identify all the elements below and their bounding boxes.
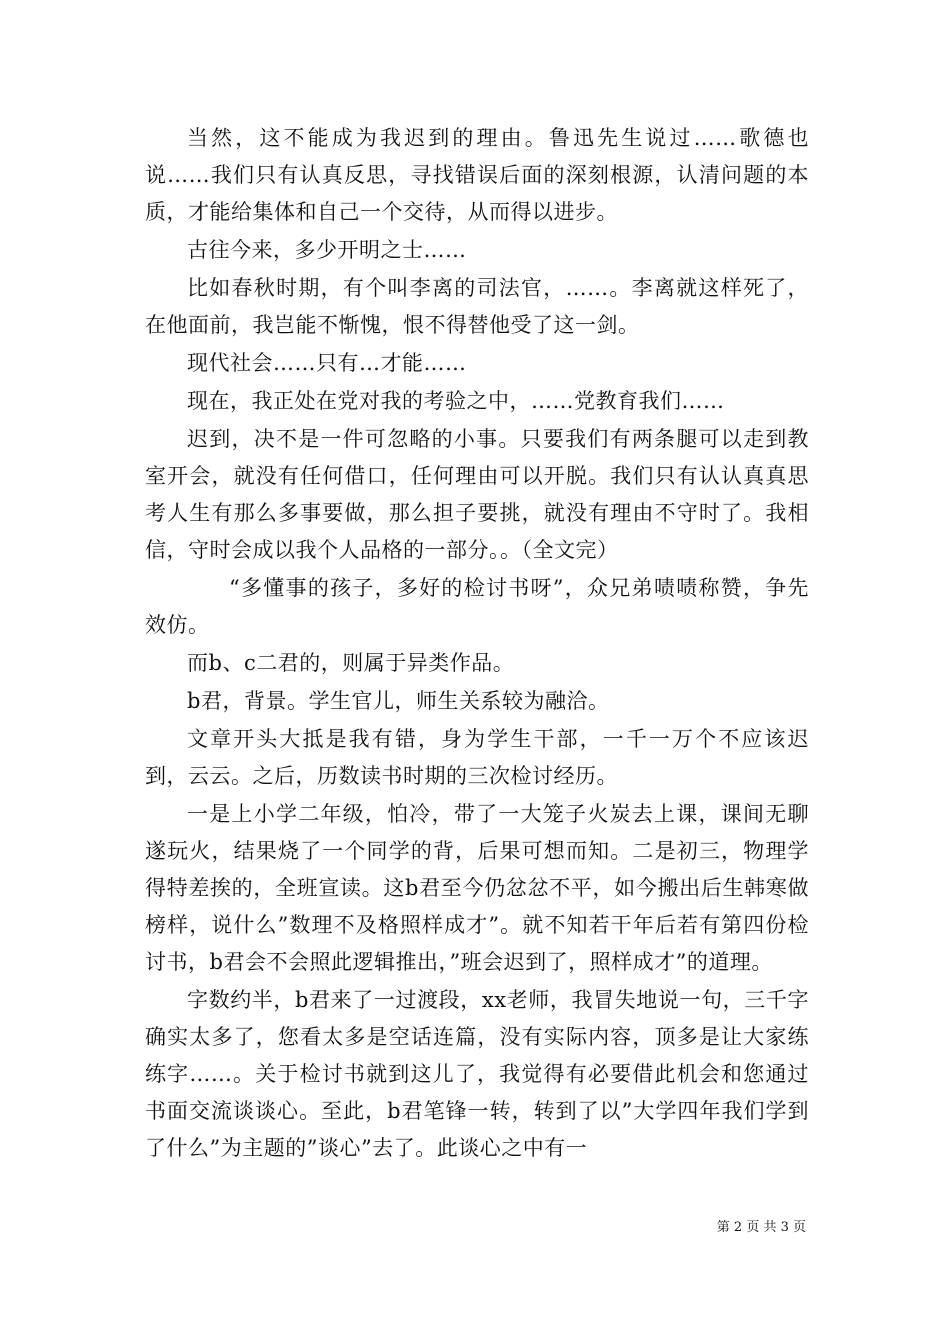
paragraph-1: 当然，这不能成为我迟到的理由。鲁迅先生说过……歌德也说……我们只有认真反思，寻找错误后面的深刻根源，认清问题的本质，才能给集体和自己一个交待，从而得以进步。 xyxy=(145,126,809,224)
paragraph-2: 古往今来，多少开明之士…… xyxy=(187,238,467,262)
paragraph-7: “多懂事的孩子，多好的检讨书呀”，众兄弟啧啧称赞，争先效仿。 xyxy=(145,576,809,637)
document-body xyxy=(145,120,809,1168)
paragraph-4: 现代社会……只有…才能…… xyxy=(187,351,467,375)
paragraph-3: 比如春秋时期，有个叫李离的司法官，……。李离就这样死了，在他面前，我岂能不惭愧，恨不得替他受了这一剑。 xyxy=(145,276,809,337)
paragraph-10: 文章开头大抵是我有错，身为学生干部，一千一万个不应该迟到，云云。之后，历数读书时期的三次检讨经历。 xyxy=(145,727,809,788)
page-footer: 第 2 页 共 3 页 xyxy=(716,1220,806,1235)
paragraph-6: 迟到，决不是一件可忽略的小事。只要我们有两条腿可以走到教室开会，就没有任何借口，任何理由可以开脱。我们只有认认真真思考人生有那么多事要做，那么担子要挑，就没有理由不守时了。我相信，守时会成以我个人品格的一部分。。（全文完） xyxy=(145,427,809,562)
paragraph-8: 而b、c二君的，则属于异类作品。 xyxy=(187,651,515,675)
paragraph-5: 现在，我正处在党对我的考验之中，……党教育我们…… xyxy=(187,389,725,413)
paragraph-12: 字数约半，b君来了一过渡段，xx老师，我冒失地说一句，三千字确实太多了，您看太多是空话连篇，没有实际内容，顶多是让大家练练字……。关于检讨书就到这儿了，我觉得有必要借此机会和您通过书面交流谈谈心。至此，b君笔锋一转，转到了以”大学四年我们学到了什么”为主题的”谈心”去了。此谈心之中有一 xyxy=(145,988,809,1160)
paragraph-11: 一是上小学二年级，怕冷，带了一大笼子火炭去上课，课间无聊遂玩火，结果烧了一个同学的背，后果可想而知。二是初三，物理学得特差挨的，全班宣读。这b君至今仍忿忿不平，如今搬出后生韩寒做榜样，说什么”数理不及格照样成才”。就不知若干年后若有第四份检讨书，b君会不会照此逻辑推出，”班会迟到了，照样成才”的道理。 xyxy=(145,802,809,974)
paragraph-9: b君，背景。学生官儿，师生关系较为融洽。 xyxy=(187,689,610,713)
